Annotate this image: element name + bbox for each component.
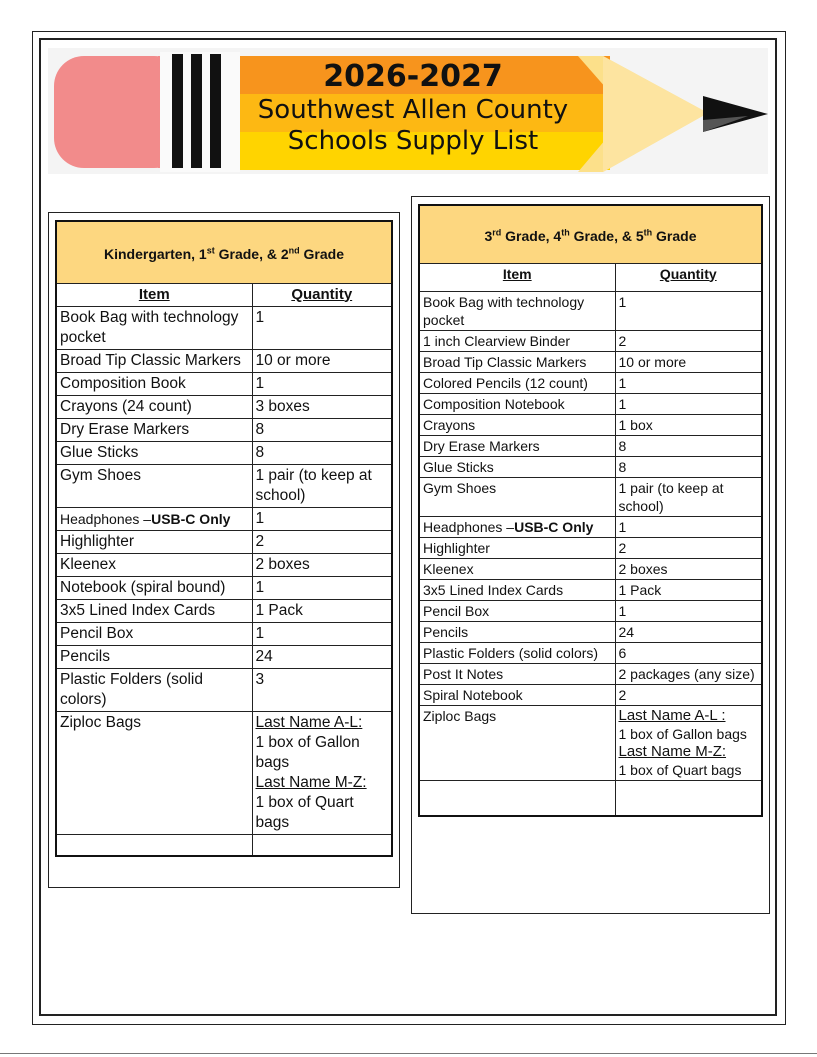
item-cell: Plastic Folders (solid colors): [419, 642, 615, 663]
item-cell: Headphones –USB-C Only: [56, 507, 252, 530]
item-cell: Kleenex: [419, 558, 615, 579]
table-row: [419, 477, 762, 516]
empty-row: [419, 780, 762, 816]
table-row: [419, 537, 762, 558]
item-cell: Composition Book: [56, 372, 252, 395]
qty-cell: 2 boxes: [252, 553, 392, 576]
qty-cell: 2: [252, 530, 392, 553]
qty-cell: 1: [252, 306, 392, 349]
qty-cell: 1: [615, 372, 762, 393]
table-row: [419, 684, 762, 705]
qty-cell: 8: [615, 456, 762, 477]
item-cell: 3x5 Lined Index Cards: [56, 599, 252, 622]
item-cell: Ziploc Bags: [56, 711, 252, 834]
item-cell: 3x5 Lined Index Cards: [419, 579, 615, 600]
quart-bags-qty: 1 box of Quart bags: [255, 793, 354, 831]
item-cell: Crayons (24 count): [56, 395, 252, 418]
item-cell: Pencils: [419, 621, 615, 642]
qty-cell: 1: [252, 576, 392, 599]
qty-cell: [615, 705, 762, 780]
table-row: [419, 414, 762, 435]
qty-cell: 8: [615, 435, 762, 456]
banner-title: [253, 59, 573, 159]
last-name-a-l-label: Last Name A-L :: [618, 706, 726, 724]
g35-grade-header: 3rd Grade, 4th Grade, & 5th Grade: [419, 205, 762, 263]
col-item-header: Item: [56, 283, 252, 306]
qty-cell: 2: [615, 330, 762, 351]
table-row: [419, 663, 762, 684]
qty-cell: 24: [252, 645, 392, 668]
item-cell: Gym Shoes: [56, 464, 252, 507]
item-cell: Gym Shoes: [419, 477, 615, 516]
k2-supply-table: [55, 220, 393, 857]
usb-c-note: USB-C Only: [151, 510, 231, 527]
item-cell: Book Bag with technology pocket: [419, 291, 615, 330]
qty-cell: 1 pair (to keep at school): [615, 477, 762, 516]
table-row: [419, 705, 762, 780]
item-cell: Colored Pencils (12 count): [419, 372, 615, 393]
qty-cell: 3: [252, 668, 392, 711]
gallon-bags-qty: 1 box of Gallon bags: [255, 733, 360, 771]
g35-supply-table: [418, 204, 763, 817]
table-row: [419, 372, 762, 393]
table-row: [419, 516, 762, 537]
school-year: 2026-2027: [323, 59, 503, 94]
qty-cell: 1 pair (to keep at school): [252, 464, 392, 507]
qty-cell: [252, 711, 392, 834]
qty-cell: 10 or more: [252, 349, 392, 372]
item-cell: Ziploc Bags: [419, 705, 615, 780]
qty-cell: 1: [615, 600, 762, 621]
table-row: [56, 668, 392, 711]
k2-grade-header: Kindergarten, 1st Grade, & 2nd Grade: [56, 221, 392, 283]
col-quantity-header: Quantity: [252, 283, 392, 306]
item-cell: Pencil Box: [56, 622, 252, 645]
table-row: [419, 642, 762, 663]
qty-cell: 2: [615, 537, 762, 558]
item-cell: Broad Tip Classic Markers: [419, 351, 615, 372]
qty-cell: 1: [615, 393, 762, 414]
qty-cell: 2 packages (any size): [615, 663, 762, 684]
item-cell: Post It Notes: [419, 663, 615, 684]
item-cell: Dry Erase Markers: [419, 435, 615, 456]
table-row: [419, 351, 762, 372]
table-row: [56, 507, 392, 530]
item-cell: Crayons: [419, 414, 615, 435]
qty-cell: 8: [252, 418, 392, 441]
table-row: [56, 645, 392, 668]
page-bottom-rule: [0, 1053, 817, 1054]
item-cell: Plastic Folders (solid colors): [56, 668, 252, 711]
item-cell: Dry Erase Markers: [56, 418, 252, 441]
qty-cell: 10 or more: [615, 351, 762, 372]
qty-cell: 2: [615, 684, 762, 705]
qty-cell: 1: [252, 622, 392, 645]
table-row: [56, 372, 392, 395]
table-row: [419, 579, 762, 600]
qty-cell: 1: [252, 507, 392, 530]
table-row: [56, 349, 392, 372]
table-row: [56, 711, 392, 834]
qty-cell: 1 Pack: [615, 579, 762, 600]
item-cell: Notebook (spiral bound): [56, 576, 252, 599]
last-name-m-z-label: Last Name M-Z:: [618, 742, 727, 760]
item-cell: Glue Sticks: [56, 441, 252, 464]
table-row: [419, 600, 762, 621]
qty-cell: 6: [615, 642, 762, 663]
table-row: [56, 464, 392, 507]
table-row: [56, 576, 392, 599]
item-cell: Broad Tip Classic Markers: [56, 349, 252, 372]
table-row: [56, 441, 392, 464]
usb-c-note: USB-C Only: [514, 518, 594, 535]
item-cell: Kleenex: [56, 553, 252, 576]
item-cell: Composition Notebook: [419, 393, 615, 414]
col-quantity-header: Quantity: [615, 263, 762, 291]
item-cell: 1 inch Clearview Binder: [419, 330, 615, 351]
gallon-bags-qty: 1 box of Gallon bags: [618, 725, 747, 742]
item-cell: Pencil Box: [419, 600, 615, 621]
qty-cell: 1 box: [615, 414, 762, 435]
table-row: [419, 621, 762, 642]
qty-cell: 1: [615, 516, 762, 537]
item-cell: Pencils: [56, 645, 252, 668]
table-row: [419, 291, 762, 330]
empty-row: [56, 834, 392, 856]
table-row: [419, 330, 762, 351]
item-cell: Highlighter: [419, 537, 615, 558]
table-row: [56, 553, 392, 576]
table-row: [56, 395, 392, 418]
quart-bags-qty: 1 box of Quart bags: [618, 761, 742, 778]
list-title: Schools Supply List: [287, 126, 539, 156]
table-row: [419, 435, 762, 456]
table-row: [419, 393, 762, 414]
qty-cell: 2 boxes: [615, 558, 762, 579]
item-cell: Headphones –USB-C Only: [419, 516, 615, 537]
table-row: [419, 558, 762, 579]
pencil-banner: [48, 48, 768, 174]
item-cell: Book Bag with technology pocket: [56, 306, 252, 349]
col-item-header: Item: [419, 263, 615, 291]
table-row: [56, 306, 392, 349]
table-row: [56, 622, 392, 645]
qty-cell: 1: [615, 291, 762, 330]
qty-cell: 8: [252, 441, 392, 464]
table-row: [56, 418, 392, 441]
last-name-a-l-label: Last Name A-L:: [255, 713, 363, 731]
item-cell: Highlighter: [56, 530, 252, 553]
district-name: Southwest Allen County: [257, 95, 569, 125]
qty-cell: 1 Pack: [252, 599, 392, 622]
item-cell: Spiral Notebook: [419, 684, 615, 705]
qty-cell: 24: [615, 621, 762, 642]
table-row: [419, 456, 762, 477]
table-row: [56, 530, 392, 553]
table-row: [56, 599, 392, 622]
last-name-m-z-label: Last Name M-Z:: [255, 773, 367, 791]
qty-cell: 1: [252, 372, 392, 395]
item-cell: Glue Sticks: [419, 456, 615, 477]
qty-cell: 3 boxes: [252, 395, 392, 418]
